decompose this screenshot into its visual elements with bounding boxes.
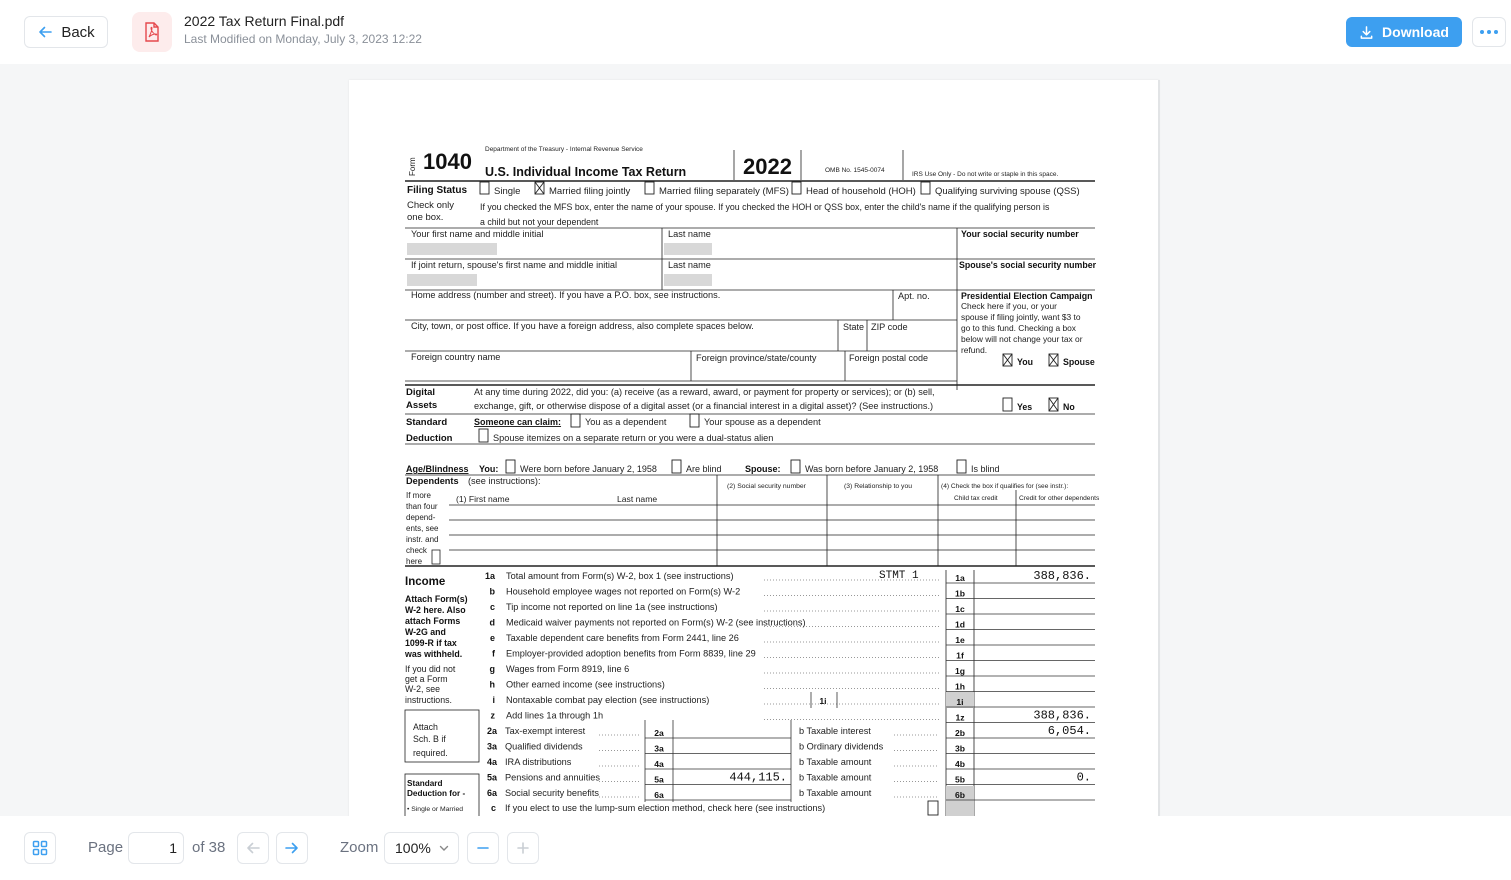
pair-text: Pensions and annuities (505, 772, 601, 783)
attach-sch: Attach (413, 722, 438, 732)
line-text: Add lines 1a through 1h (506, 710, 604, 721)
line-number: e (489, 633, 495, 643)
spouse-ssn-label: Spouse's social security number (959, 260, 1097, 270)
line-number: h (489, 679, 495, 690)
department-label: Department of the Treasury - Internal Revenue Service (485, 146, 643, 153)
fs-mfj: Married filing jointly (549, 186, 631, 197)
download-icon (1359, 25, 1374, 40)
line-amount: 388,836. (1033, 708, 1091, 723)
line-amount: 388,836. (1033, 569, 1091, 583)
income-lines (485, 569, 1095, 723)
document-viewer[interactable] (0, 64, 1511, 816)
line-number: 1a (484, 571, 495, 581)
inline-box-label: 1i (819, 696, 827, 706)
dep-col-ssn: (2) Social security number (727, 483, 806, 490)
line-text: Household employee wages not reported on Form(s) W-2 (506, 586, 741, 597)
pair-a-box: 6a (654, 790, 664, 800)
line-box-label: 1z (955, 712, 965, 723)
check-only-label: Check only (407, 200, 454, 211)
line-box-label: 1g (954, 666, 966, 676)
more-options-button[interactable] (1472, 17, 1506, 47)
dep-side: than four (406, 502, 438, 511)
dep-side: here (406, 557, 423, 566)
form-title: U.S. Individual Income Tax Return (485, 165, 687, 179)
pair-number: 3a (486, 741, 497, 752)
checkbox-mfs (645, 182, 654, 194)
previous-page-button[interactable] (237, 832, 269, 864)
redacted-name (664, 243, 712, 255)
postal-label: Foreign postal code (849, 353, 929, 363)
dep-side: ents, see (406, 524, 439, 533)
pdf-file-icon (132, 12, 172, 52)
pair-text: Tax-exempt interest (505, 726, 586, 736)
pair-b-box: 3b (954, 743, 966, 754)
line-text: Other earned income (see instructions) (506, 679, 665, 690)
form-year: 2022 (743, 154, 792, 179)
line-box-label: 1c (955, 604, 965, 614)
plus-icon (516, 841, 530, 855)
checkbox-spouse-dependent (690, 414, 699, 427)
line-number: g (489, 664, 495, 674)
line-box-label: 1d (954, 619, 966, 630)
spouse-itemizes: Spouse itemizes on a separate return or you were a dual-status alien (493, 433, 774, 443)
line-number: i (492, 695, 495, 705)
line-text: Total amount from Form(s) W-2, box 1 (see instructions) (506, 571, 734, 581)
redacted-name (664, 274, 712, 286)
pec-line: go to this fund. Checking a box (961, 323, 1076, 333)
line-box-label: 1f (956, 650, 964, 661)
minus-icon (476, 841, 490, 855)
line-box-label: 1b (954, 588, 966, 599)
income-side: W-2 here. Also (405, 605, 466, 615)
zoom-value: 100% (395, 840, 431, 856)
first-name-label: Your first name and middle initial (411, 229, 544, 239)
income-side: W-2G and (405, 627, 446, 637)
you-dependent: You as a dependent (585, 417, 667, 427)
dep-col-other-credit: Credit for other dependents (1019, 495, 1100, 502)
form-1040-page (349, 80, 1159, 816)
checked-mark-icon (535, 182, 544, 194)
dep-col-first-name: (1) First name (456, 494, 510, 504)
line-box-label: 1i (956, 697, 964, 707)
spouse-colon: Spouse: (745, 464, 781, 474)
pec-line: spouse if filing jointly, want $3 to (961, 312, 1081, 322)
dependents-note: (see instructions): (468, 476, 541, 486)
digital-no: No (1063, 402, 1075, 412)
deduction-label: Deduction (406, 433, 453, 444)
dep-side: instr. and (406, 535, 439, 544)
digital-yes: Yes (1017, 402, 1033, 412)
filing-status-label: Filing Status (407, 185, 467, 196)
zoom-select[interactable] (384, 832, 459, 864)
more-dot-icon (1494, 30, 1498, 34)
last-name-label: Last name (668, 229, 711, 239)
back-label: Back (61, 23, 95, 41)
pair-lines (487, 720, 1095, 802)
pair-a-amount: 444,115. (729, 770, 787, 785)
line-text: Wages from Form 8919, line 6 (506, 664, 630, 674)
zoom-out-button[interactable] (467, 832, 499, 864)
is-blind: Is blind (971, 464, 1000, 474)
pair-b-box: 4b (954, 759, 966, 769)
digital-question-1: At any time during 2022, did you: (a) receive (as a reward, award, or payment for property or services); or (b) sell, (474, 387, 935, 397)
income-side: 1099-R if tax (405, 638, 457, 648)
line-text: Employer-provided adoption benefits from Form 8839, line 29 (506, 648, 756, 659)
province-label: Foreign province/state/county (696, 353, 817, 363)
checkbox-digital-yes (1003, 398, 1012, 411)
stmt-ref: STMT 1 (879, 570, 919, 582)
digital-question-2: exchange, gift, or otherwise dispose of a digital asset (or a financial interest in a digital asset)? (See instructions.) (474, 401, 934, 411)
pair-a-box: 5a (654, 774, 664, 785)
pair-b-amount: 6,054. (1047, 724, 1091, 738)
dep-col-last-name: Last name (617, 494, 658, 504)
irs-use-note: IRS Use Only - Do not write or staple in this space. (912, 171, 1059, 178)
city-label: City, town, or post office. If you have a foreign address, also complete spaces below. (411, 321, 754, 331)
pair-b-text: b Taxable amount (799, 788, 872, 798)
line-number: z (490, 710, 495, 721)
more-dot-icon (1487, 30, 1491, 34)
dep-col-check: (4) Check the box if qualifies for (see instr.): (941, 483, 1069, 490)
pair-b-box: 5b (954, 774, 966, 785)
one-box-label: one box. (407, 212, 444, 223)
income-side: Attach Form(s) (405, 594, 468, 604)
pdf-page (349, 80, 1159, 816)
you-colon: You: (479, 464, 499, 474)
line-6c-number: c (491, 803, 497, 813)
pair-a-box: 3a (654, 743, 664, 754)
digital-label: Digital (406, 387, 436, 398)
last-modified: Last Modified on Monday, July 3, 2023 12:22 (184, 32, 422, 46)
spouse-first-label: If joint return, spouse's first name and middle initial (411, 260, 618, 270)
grid-icon (32, 840, 48, 856)
attach-sch: required. (413, 748, 448, 758)
checkbox-spouse-born (791, 460, 800, 473)
std-box: Standard (407, 779, 443, 788)
checkbox-qss (921, 182, 930, 194)
bottom-toolbar (0, 816, 1511, 880)
pair-text: IRA distributions (505, 757, 572, 767)
state-label: State (843, 322, 865, 332)
arrow-left-icon (37, 24, 53, 40)
line-number: b (489, 586, 495, 597)
dep-side: check (406, 546, 427, 555)
fs-single: Single (494, 186, 521, 197)
thumbnails-button[interactable] (24, 832, 56, 864)
fs-mfs: Married filing separately (MFS) (659, 186, 789, 197)
dep-col-relationship: (3) Relationship to you (844, 483, 913, 490)
assets-label: Assets (406, 400, 438, 411)
checkbox-you-dependent (571, 414, 580, 427)
fs-note-1: If you checked the MFS box, enter the name of your spouse. If you checked the HOH or QSS box, enter the child's name if the qualifying person is (480, 202, 1050, 212)
checkbox-lump-sum (928, 801, 938, 815)
next-page-button[interactable] (276, 832, 308, 864)
pair-text: Qualified dividends (505, 741, 583, 752)
pair-a-box: 4a (654, 759, 664, 769)
dependents-label: Dependents (406, 476, 459, 486)
chevron-down-icon (438, 842, 450, 854)
income-side: was withheld. (405, 649, 463, 659)
checkbox-hoh (792, 182, 801, 194)
arrow-left-icon (245, 840, 261, 856)
zoom-label: Zoom (340, 839, 379, 856)
pec-title: Presidential Election Campaign (961, 291, 1093, 301)
ssn-label: Your social security number (961, 229, 1079, 239)
line-number: d (489, 617, 495, 628)
pec-line: Check here if you, or your (961, 301, 1057, 311)
checkbox-spouse-blind (957, 460, 966, 473)
line-text: Nontaxable combat pay election (see instructions) (506, 695, 710, 705)
redacted-name (407, 274, 477, 286)
pair-text: Social security benefits (505, 788, 599, 798)
checked-mark-icon (1003, 354, 1012, 366)
income-side-2: get a Form (405, 674, 448, 684)
pec-spouse: Spouse (1063, 357, 1095, 367)
attach-sch: Sch. B if (413, 734, 446, 744)
someone-can-claim: Someone can claim: (474, 417, 562, 427)
address-label: Home address (number and street). If you have a P.O. box, see instructions. (411, 290, 721, 300)
spouse-dependent: Your spouse as a dependent (704, 417, 821, 427)
apt-label: Apt. no. (898, 291, 930, 301)
line-text: Medicaid waiver payments not reported on Form(s) W-2 (see instructions) (506, 617, 806, 628)
checkbox-single (480, 182, 489, 194)
form-number: 1040 (423, 149, 472, 174)
pec-you: You (1017, 357, 1033, 367)
fs-qss: Qualifying surviving spouse (QSS) (935, 186, 1080, 197)
checkbox-you-born (506, 460, 515, 473)
income-side: attach Forms (405, 616, 461, 626)
form-word: Form (408, 157, 417, 176)
std-box: • Single or Married (407, 806, 464, 813)
file-name: 2022 Tax Return Final.pdf (184, 13, 345, 29)
pair-b-text: b Taxable interest (799, 726, 871, 736)
age-blindness-label: Age/Blindness (406, 464, 469, 474)
pair-b-amount: 0. (1076, 770, 1091, 785)
checkbox-spouse-itemizes (479, 429, 488, 442)
zip-label: ZIP code (871, 322, 908, 332)
pair-number: 4a (486, 757, 497, 767)
line-box-label: 1h (954, 681, 966, 692)
income-side-2: If you did not (405, 664, 456, 674)
line-box-label: 1e (955, 635, 965, 645)
spouse-last-label: Last name (668, 260, 711, 270)
omb-number: OMB No. 1545-0074 (825, 167, 885, 174)
checked-mark-icon (1049, 354, 1058, 366)
pair-number: 5a (486, 772, 497, 783)
income-label: Income (405, 576, 446, 588)
top-bar (0, 0, 1511, 64)
line-text: Tip income not reported on line 1a (see instructions) (506, 602, 718, 612)
std-box: Deduction for - (407, 789, 466, 798)
zoom-in-button[interactable] (507, 832, 539, 864)
income-side-2: instructions. (405, 695, 452, 705)
born-before: Were born before January 2, 1958 (520, 464, 657, 474)
line-number: c (489, 602, 495, 612)
download-button[interactable] (1346, 17, 1462, 47)
download-label: Download (1382, 24, 1449, 40)
line-text: Taxable dependent care benefits from Form 2441, line 26 (506, 633, 739, 643)
pair-b-box: 2b (954, 728, 966, 738)
pec-line: refund. (961, 345, 988, 355)
pair-b-text: b Taxable amount (799, 757, 872, 767)
page-edge (1158, 80, 1160, 816)
back-button[interactable] (24, 16, 108, 48)
arrow-right-icon (284, 840, 300, 856)
pair-number: 6a (486, 788, 497, 798)
dep-side: If more (406, 491, 431, 500)
checkbox-you-blind (672, 460, 681, 473)
line-box-label: 1a (955, 573, 965, 583)
dep-side: depend- (406, 513, 436, 522)
pair-b-text: b Ordinary dividends (799, 741, 884, 752)
pair-b-box: 6b (954, 790, 966, 800)
dep-col-child-credit: Child tax credit (954, 495, 998, 502)
pair-number: 2a (486, 726, 497, 736)
line-6c-text: If you elect to use the lump-sum election method, check here (see instructions) (505, 803, 826, 813)
page-label: Page (88, 839, 124, 856)
pec-line: below will not change your tax or (961, 334, 1083, 344)
checked-mark-icon (1049, 398, 1058, 411)
are-blind: Are blind (686, 464, 722, 474)
more-dot-icon (1480, 30, 1484, 34)
fs-hoh: Head of household (HOH) (806, 186, 916, 197)
fs-note-2: a child but not your dependent (480, 217, 599, 227)
line-number: f (492, 648, 495, 659)
pair-a-box: 2a (654, 728, 664, 738)
income-side-2: W-2, see (405, 684, 441, 694)
page-number-input[interactable] (128, 832, 184, 864)
country-label: Foreign country name (411, 352, 501, 362)
page-total: of 38 (192, 839, 226, 856)
spouse-born: Was born before January 2, 1958 (805, 464, 939, 474)
pair-b-text: b Taxable amount (799, 772, 872, 783)
redacted-name (407, 243, 497, 255)
standard-label: Standard (406, 417, 448, 428)
